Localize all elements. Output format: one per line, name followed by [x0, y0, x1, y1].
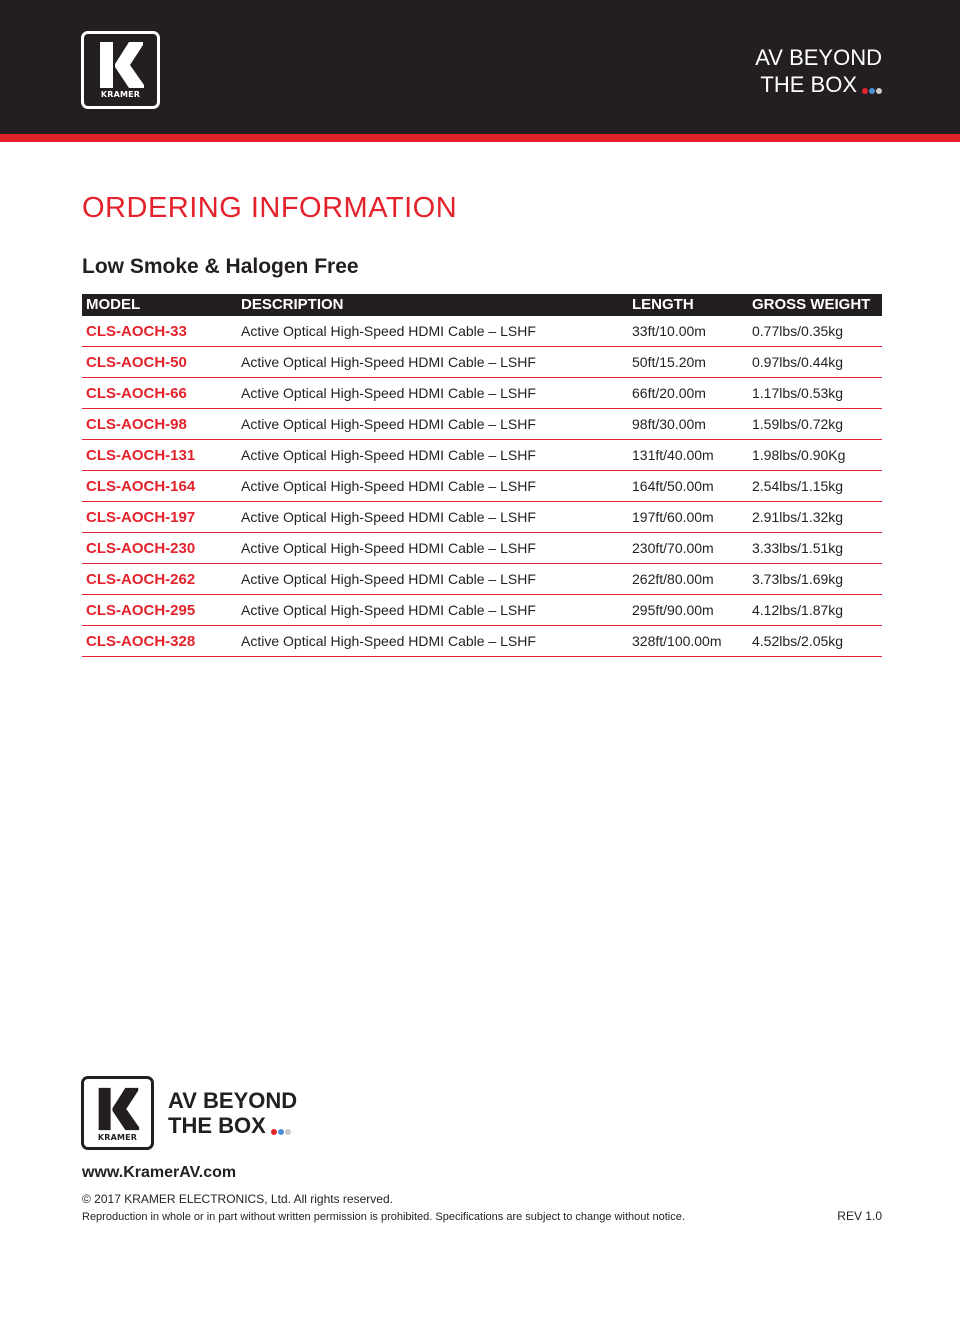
- table-row: [82, 533, 882, 564]
- header-accent-stripe: [0, 134, 960, 142]
- weight-cell: 3.33lbs/1.51kg: [748, 533, 882, 564]
- length-cell: 98ft/30.00m: [628, 409, 748, 440]
- description-cell: Active Optical High-Speed HDMI Cable – LSHF: [237, 409, 628, 440]
- column-header-gross-weight: GROSS WEIGHT: [748, 294, 882, 316]
- brand-dots: [270, 1115, 291, 1140]
- logo-wordmark: KRAMER: [100, 90, 141, 99]
- description-cell: Active Optical High-Speed HDMI Cable – LSHF: [237, 533, 628, 564]
- brand-dot-red: [271, 1129, 277, 1135]
- description-cell: Active Optical High-Speed HDMI Cable – LSHF: [237, 440, 628, 471]
- description-cell: Active Optical High-Speed HDMI Cable – LSHF: [237, 595, 628, 626]
- weight-cell: 2.54lbs/1.15kg: [748, 471, 882, 502]
- length-cell: 230ft/70.00m: [628, 533, 748, 564]
- length-cell: 328ft/100.00m: [628, 626, 748, 657]
- table-row: [82, 440, 882, 471]
- reproduction-notice: Reproduction in whole or in part without written permission is prohibited. Specifications are subject to change without notice.: [82, 1211, 685, 1223]
- website-link[interactable]: www.KramerAV.com: [82, 1164, 237, 1181]
- model-cell: CLS-AOCH-230: [82, 533, 237, 564]
- model-cell: CLS-AOCH-50: [82, 347, 237, 378]
- length-cell: 50ft/15.20m: [628, 347, 748, 378]
- table-row: [82, 378, 882, 409]
- brand-dot-red: [862, 88, 868, 94]
- model-cell: CLS-AOCH-262: [82, 564, 237, 595]
- table-row: [82, 595, 882, 626]
- model-cell: CLS-AOCH-197: [82, 502, 237, 533]
- table-row: [82, 409, 882, 440]
- description-cell: Active Optical High-Speed HDMI Cable – LSHF: [237, 471, 628, 502]
- table-row: [82, 626, 882, 657]
- weight-cell: 2.91lbs/1.32kg: [748, 502, 882, 533]
- table-row: [82, 347, 882, 378]
- kramer-k-icon: [95, 1087, 141, 1131]
- weight-cell: 3.73lbs/1.69kg: [748, 564, 882, 595]
- ordering-table: [82, 294, 882, 657]
- brand-dot-blue: [869, 88, 875, 94]
- description-cell: Active Optical High-Speed HDMI Cable – LSHF: [237, 347, 628, 378]
- kramer-k-icon: [96, 42, 146, 88]
- length-cell: 131ft/40.00m: [628, 440, 748, 471]
- description-cell: Active Optical High-Speed HDMI Cable – LSHF: [237, 626, 628, 657]
- section-subtitle: Low Smoke & Halogen Free: [82, 255, 359, 278]
- column-header-description: DESCRIPTION: [237, 294, 628, 316]
- column-header-model: MODEL: [82, 294, 237, 316]
- tagline-line1: AV BEYOND: [755, 45, 882, 70]
- length-cell: 164ft/50.00m: [628, 471, 748, 502]
- table-row: [82, 471, 882, 502]
- description-cell: Active Optical High-Speed HDMI Cable – LSHF: [237, 564, 628, 595]
- length-cell: 197ft/60.00m: [628, 502, 748, 533]
- tagline-line2: THE BOX: [168, 1113, 266, 1138]
- length-cell: 295ft/90.00m: [628, 595, 748, 626]
- model-cell: CLS-AOCH-328: [82, 626, 237, 657]
- weight-cell: 0.77lbs/0.35kg: [748, 316, 882, 347]
- table-row: [82, 316, 882, 347]
- kramer-logo: [81, 31, 160, 109]
- tagline-line2-row: [168, 1113, 297, 1140]
- description-cell: Active Optical High-Speed HDMI Cable – LSHF: [237, 378, 628, 409]
- length-cell: 66ft/20.00m: [628, 378, 748, 409]
- length-cell: 33ft/10.00m: [628, 316, 748, 347]
- description-cell: Active Optical High-Speed HDMI Cable – LSHF: [237, 502, 628, 533]
- logo-wordmark: KRAMER: [97, 1133, 138, 1142]
- weight-cell: 4.52lbs/2.05kg: [748, 626, 882, 657]
- model-cell: CLS-AOCH-164: [82, 471, 237, 502]
- brand-dots: [861, 73, 882, 100]
- copyright-text: © 2017 KRAMER ELECTRONICS, Ltd. All rights reserved.: [82, 1192, 393, 1206]
- brand-dot-grey: [285, 1129, 291, 1135]
- length-cell: 262ft/80.00m: [628, 564, 748, 595]
- weight-cell: 1.59lbs/0.72kg: [748, 409, 882, 440]
- brand-dot-grey: [876, 88, 882, 94]
- weight-cell: 4.12lbs/1.87kg: [748, 595, 882, 626]
- footer-tagline: [168, 1088, 297, 1140]
- section-title: ORDERING INFORMATION: [82, 192, 458, 224]
- weight-cell: 1.17lbs/0.53kg: [748, 378, 882, 409]
- tagline-line2: THE BOX: [760, 72, 857, 97]
- header-tagline: [682, 44, 882, 100]
- model-cell: CLS-AOCH-66: [82, 378, 237, 409]
- weight-cell: 0.97lbs/0.44kg: [748, 347, 882, 378]
- model-cell: CLS-AOCH-295: [82, 595, 237, 626]
- table-header-row: [82, 294, 882, 316]
- tagline-line1: AV BEYOND: [168, 1088, 298, 1113]
- revision-label: REV 1.0: [837, 1209, 882, 1223]
- kramer-logo-footer: [81, 1076, 154, 1150]
- table-row: [82, 502, 882, 533]
- model-cell: CLS-AOCH-98: [82, 409, 237, 440]
- brand-dot-blue: [278, 1129, 284, 1135]
- table-row: [82, 564, 882, 595]
- description-cell: Active Optical High-Speed HDMI Cable – LSHF: [237, 316, 628, 347]
- column-header-length: LENGTH: [628, 294, 748, 316]
- tagline-line2-row: [682, 71, 882, 100]
- model-cell: CLS-AOCH-33: [82, 316, 237, 347]
- model-cell: CLS-AOCH-131: [82, 440, 237, 471]
- weight-cell: 1.98lbs/0.90Kg: [748, 440, 882, 471]
